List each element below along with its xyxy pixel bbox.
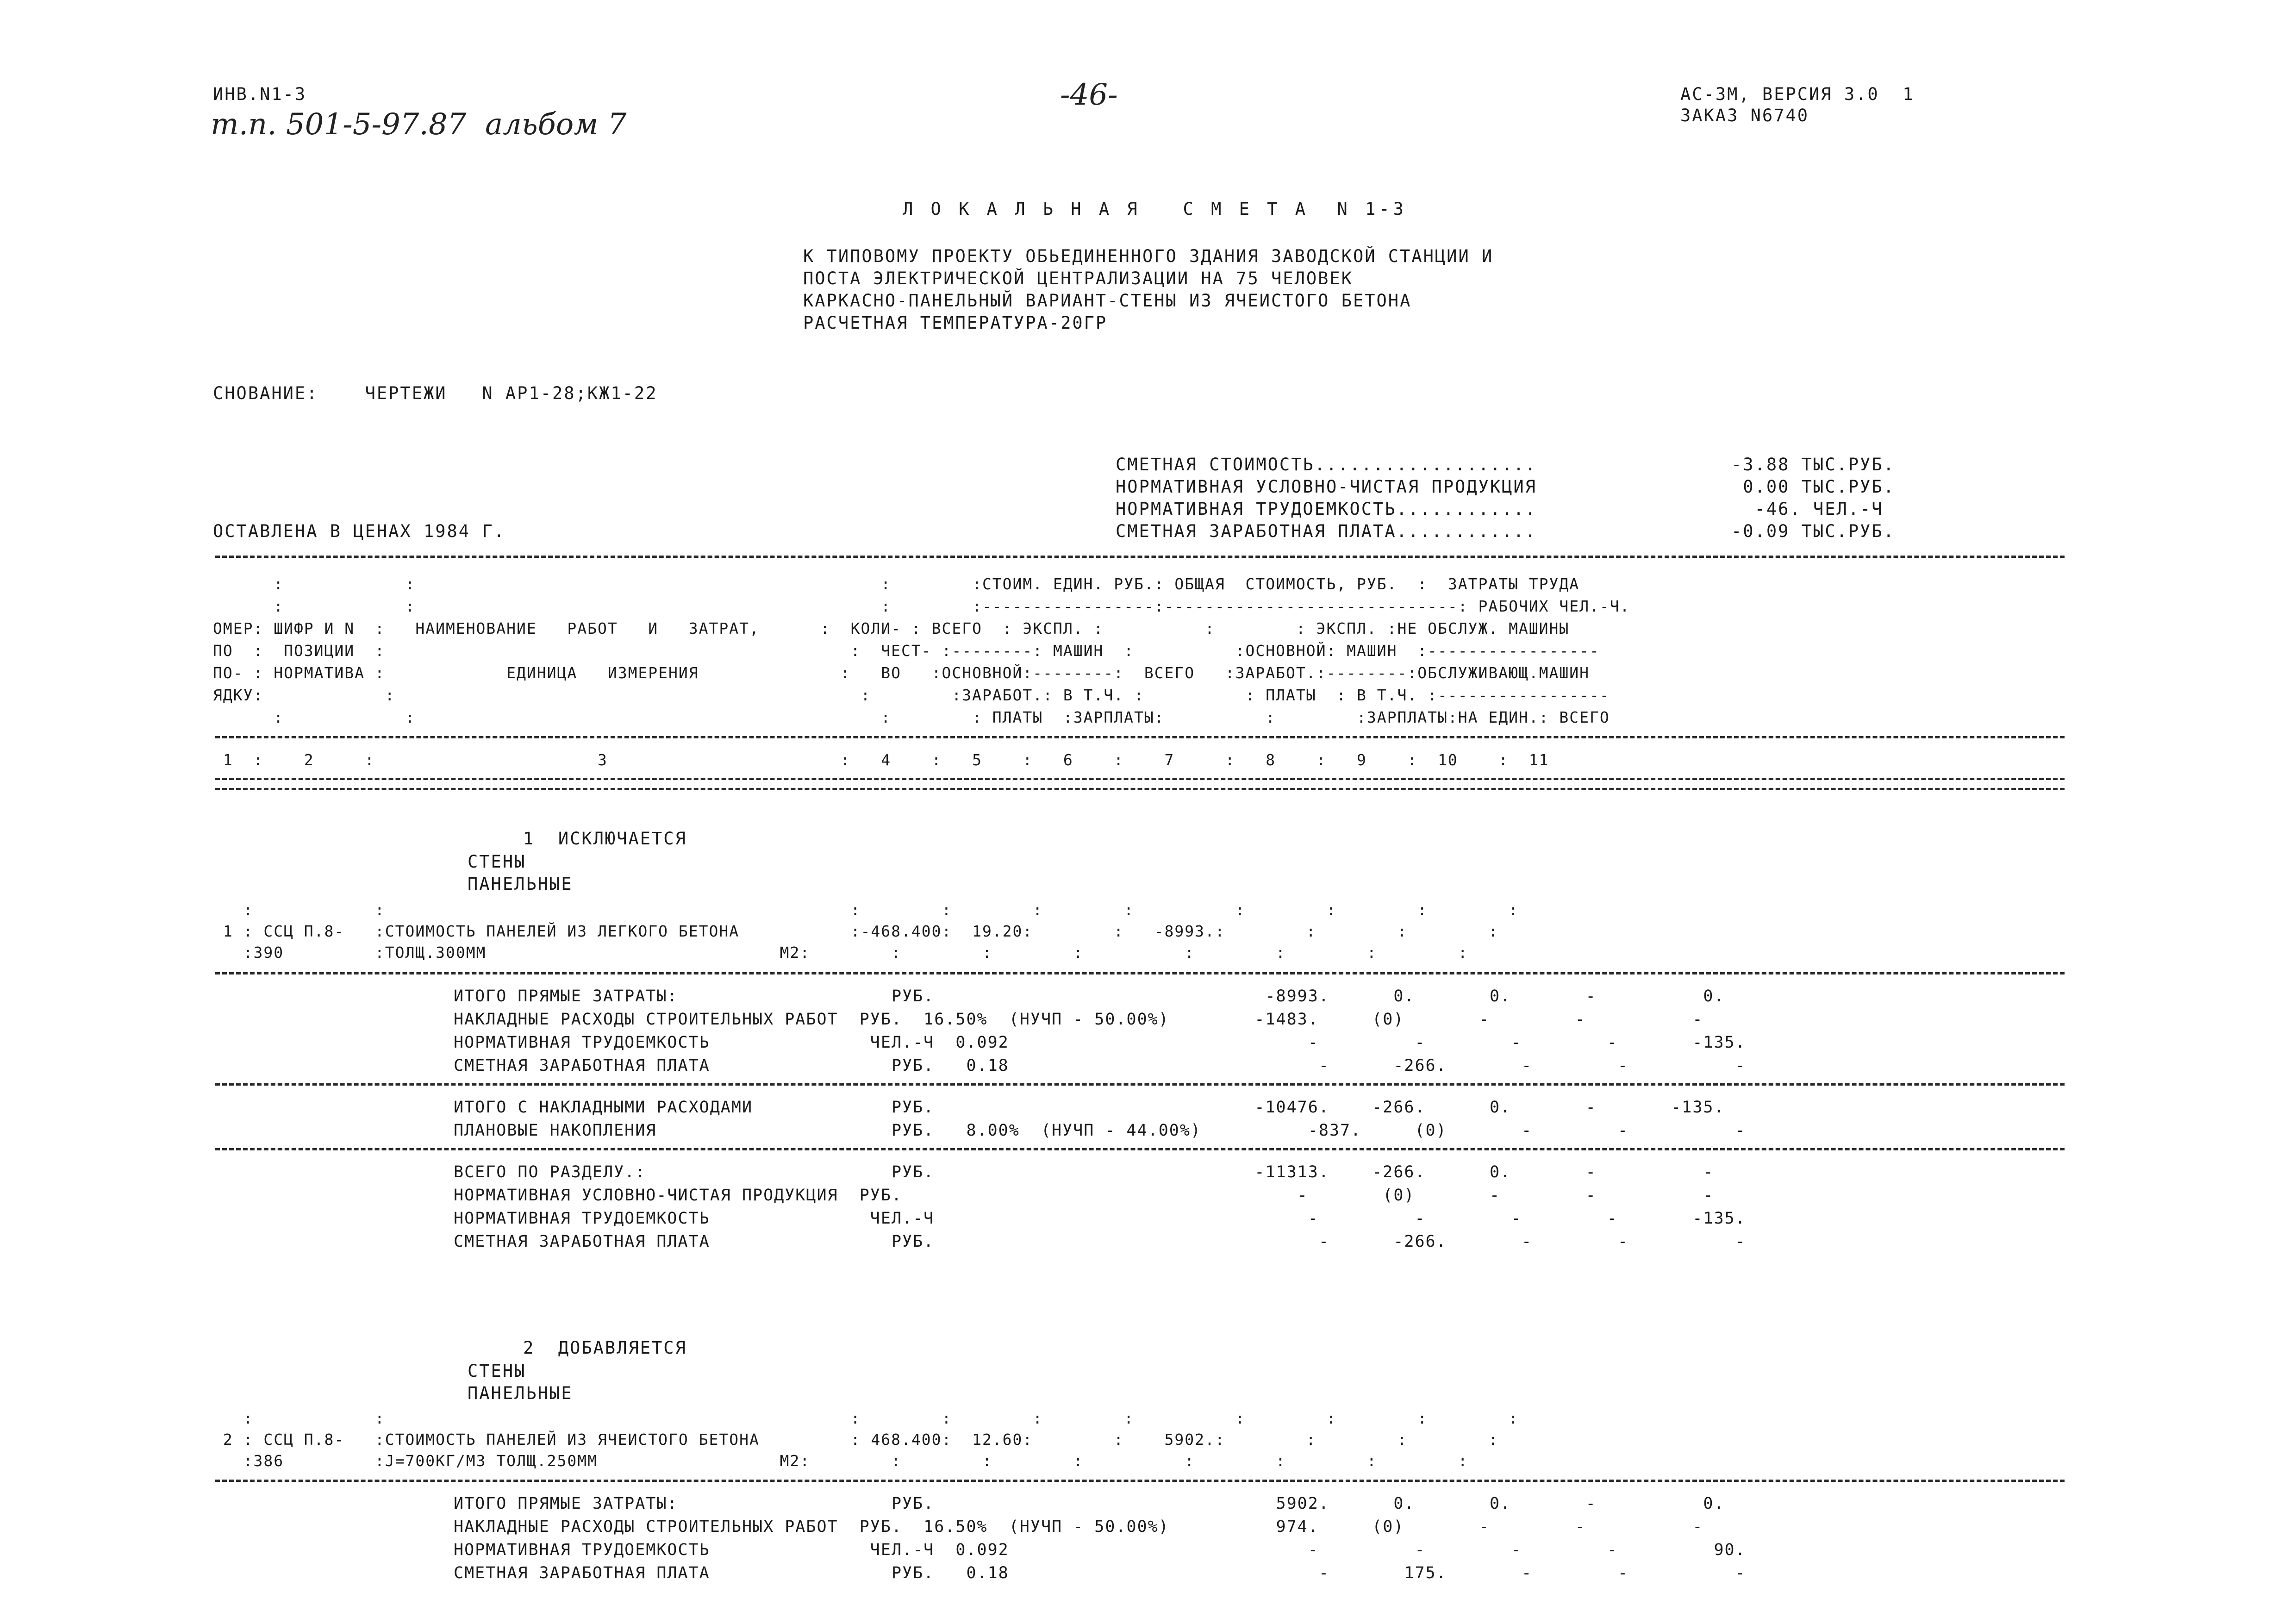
document-title: Л О К А Л Ь Н А Я С М Е Т А N 1-3 [903,199,1407,219]
handwritten-page-number: -46- [1060,78,1118,112]
section-2-title: 2 ДОБАВЛЯЕТСЯ [523,1338,687,1358]
summary-value-cost: -3.88 ТЫС.РУБ. [1731,455,1895,475]
section-2-subtitle-2: ПАНЕЛЬНЫЕ [468,1383,573,1403]
column-numbers: 1 : 2 : 3 : 4 : 5 : 6 : 7 : 8 : 9 : 10 : 11 [213,751,1549,769]
table-header-line-7: : : : : ПЛАТЫ :ЗАРПЛАТЫ: : :ЗАРПЛАТЫ:НА ЕДИН.: ВСЕГО [213,708,1610,726]
summary-label-cost: СМЕТНАЯ СТОИМОСТЬ................... [1116,455,1537,475]
subtitle-line-2: ПОСТА ЭЛЕКТРИЧЕСКОЙ ЦЕНТРАЛИЗАЦИИ НА 75 ЧЕЛОВЕК [803,269,1353,288]
section-2-subtitle-1: СТЕНЫ [468,1361,526,1381]
s1-wages: СМЕТНАЯ ЗАРАБОТНАЯ ПЛАТА РУБ. 0.18 - -266. - - - [454,1056,1746,1075]
subtitle-line-3: КАРКАСНО-ПАНЕЛЬНЫЙ ВАРИАНТ-СТЕНЫ ИЗ ЯЧЕИСТОГО БЕТОНА [803,291,1412,311]
section-2-row-spacer: : : : : : : : : : : [213,1409,1519,1427]
inventory-number: ИНВ.N1-3 [213,84,307,104]
s1-section-total: ВСЕГО ПО РАЗДЕЛУ.: РУБ. -11313. -266. 0. - - [454,1163,1714,1181]
summary-value-labor: -46. ЧЕЛ.-Ч [1731,499,1884,519]
section-2-row-line-1: 2 : ССЦ П.8- :СТОИМОСТЬ ПАНЕЛЕЙ ИЗ ЯЧЕИСТОГО БЕТОНА : 468.400: 12.60: : 5902.: : : : [213,1430,1499,1449]
s2-labor-intensity: НОРМАТИВНАЯ ТРУДОЕМКОСТЬ ЧЕЛ.-Ч 0.092 - - - - 90. [454,1541,1746,1559]
s2-wages: СМЕТНАЯ ЗАРАБОТНАЯ ПЛАТА РУБ. 0.18 - 175. - - - [454,1564,1746,1582]
section-2-row-rule [215,1480,2065,1482]
version-info: АС-3М, ВЕРСИЯ 3.0 1 [1680,84,1915,104]
section-1-row-line-2: :390 :ТОЛЩ.300ММ М2: : : : : : : : [213,943,1468,962]
column-numbers-rule-2 [215,788,2065,790]
section-2-row-line-2: :386 :J=700КГ/М3 ТОЛЩ.250ММ М2: : : : : : : : [213,1452,1468,1470]
table-header-line-4: ПО : ПОЗИЦИИ : : ЧЕСТ- :--------: МАШИН : :ОСНОВНОЙ: МАШИН :----------------- [213,642,1600,660]
s1-section-net-product: НОРМАТИВНАЯ УСЛОВНО-ЧИСТАЯ ПРОДУКЦИЯ РУБ. - (0) - - - [454,1186,1714,1205]
summary-label-labor: НОРМАТИВНАЯ ТРУДОЕМКОСТЬ............ [1116,499,1537,519]
s1-direct-costs: ИТОГО ПРЯМЫЕ ЗАТРАТЫ: РУБ. -8993. 0. 0. - 0. [454,987,1725,1006]
s1-planned-savings: ПЛАНОВЫЕ НАКОПЛЕНИЯ РУБ. 8.00% (НУЧП - 44.00%) -837. (0) - - - [454,1121,1746,1140]
summary-value-wages: -0.09 ТЫС.РУБ. [1731,521,1895,541]
table-header-line-2: : : : :-----------------:-----------------------------: РАБОЧИХ ЧЕЛ.-Ч. [213,597,1630,615]
order-number: ЗАКАЗ N6740 [1680,106,1809,125]
section-1-row-rule [215,972,2065,974]
basis-line: СНОВАНИЕ: ЧЕРТЕЖИ N АР1-28;КЖ1-22 [213,383,658,403]
s2-overhead: НАКЛАДНЫЕ РАСХОДЫ СТРОИТЕЛЬНЫХ РАБОТ РУБ. 16.50% (НУЧП - 50.00%) 974. (0) - - - [454,1518,1703,1536]
section-1-subtitle-1: СТЕНЫ [468,852,526,872]
prices-note: ОСТАВЛЕНА В ЦЕНАХ 1984 Г. [213,521,505,541]
s1-total-with-overhead: ИТОГО С НАКЛАДНЫМИ РАСХОДАМИ РУБ. -10476. -266. 0. - -135. [454,1098,1725,1117]
s2-direct-costs: ИТОГО ПРЯМЫЕ ЗАТРАТЫ: РУБ. 5902. 0. 0. - 0. [454,1494,1725,1513]
section-1-title: 1 ИСКЛЮЧАЕТСЯ [523,829,687,849]
table-header-line-3: ОМЕР: ШИФР И N : НАИМЕНОВАНИЕ РАБОТ И ЗАТРАТ, : КОЛИ- : ВСЕГО : ЭКСПЛ. : : : ЭКСПЛ. :НЕ ОБСЛУЖ. МАШИНЫ [213,619,1570,637]
section-1-row-line-1: 1 : ССЦ П.8- :СТОИМОСТЬ ПАНЕЛЕЙ ИЗ ЛЕГКОГО БЕТОНА :-468.400: 19.20: : -8993.: : : : [213,922,1499,940]
s1-overhead: НАКЛАДНЫЕ РАСХОДЫ СТРОИТЕЛЬНЫХ РАБОТ РУБ. 16.50% (НУЧП - 50.00%) -1483. (0) - - - [454,1010,1703,1029]
table-top-rule [215,556,2065,558]
summary-label-wages: СМЕТНАЯ ЗАРАБОТНАЯ ПЛАТА............ [1116,521,1537,541]
summary-value-product: 0.00 ТЫС.РУБ. [1731,477,1895,497]
s1-block-2-rule [215,1148,2065,1150]
table-header-rule [215,736,2065,738]
s1-section-labor: НОРМАТИВНАЯ ТРУДОЕМКОСТЬ ЧЕЛ.-Ч - - - - -135. [454,1209,1746,1228]
subtitle-line-4: РАСЧЕТНАЯ ТЕМПЕРАТУРА-20ГР [803,313,1108,333]
s1-labor-intensity: НОРМАТИВНАЯ ТРУДОЕМКОСТЬ ЧЕЛ.-Ч 0.092 - - - - -135. [454,1033,1746,1052]
section-1-subtitle-2: ПАНЕЛЬНЫЕ [468,874,573,894]
table-header-line-5: ПО- : НОРМАТИВА : ЕДИНИЦА ИЗМЕРЕНИЯ : ВО :ОСНОВНОЙ:--------: ВСЕГО :ЗАРАБОТ.:--------:ОБСЛУЖИВАЮЩ.МАШИН [213,664,1590,682]
s1-block-1-rule [215,1083,2065,1086]
s1-section-wages: СМЕТНАЯ ЗАРАБОТНАЯ ПЛАТА РУБ. - -266. - - - [454,1232,1746,1251]
table-header-line-6: ЯДКУ: : : :ЗАРАБОТ.: В Т.Ч. : : ПЛАТЫ : В Т.Ч. :----------------- [213,686,1610,704]
table-header-line-1: : : : :СТОИМ. ЕДИН. РУБ.: ОБЩАЯ СТОИМОСТЬ, РУБ. : ЗАТРАТЫ ТРУДА [213,575,1580,593]
handwritten-album-note: т.п. 501-5-97.87 альбом 7 [211,107,627,142]
column-numbers-rule-1 [215,778,2065,780]
summary-label-product: НОРМАТИВНАЯ УСЛОВНО-ЧИСТАЯ ПРОДУКЦИЯ [1116,477,1537,497]
section-1-row-spacer: : : : : : : : : : : [213,901,1519,919]
subtitle-line-1: К ТИПОВОМУ ПРОЕКТУ ОБЬЕДИНЕННОГО ЗДАНИЯ ЗАВОДСКОЙ СТАНЦИИ И [803,246,1494,266]
